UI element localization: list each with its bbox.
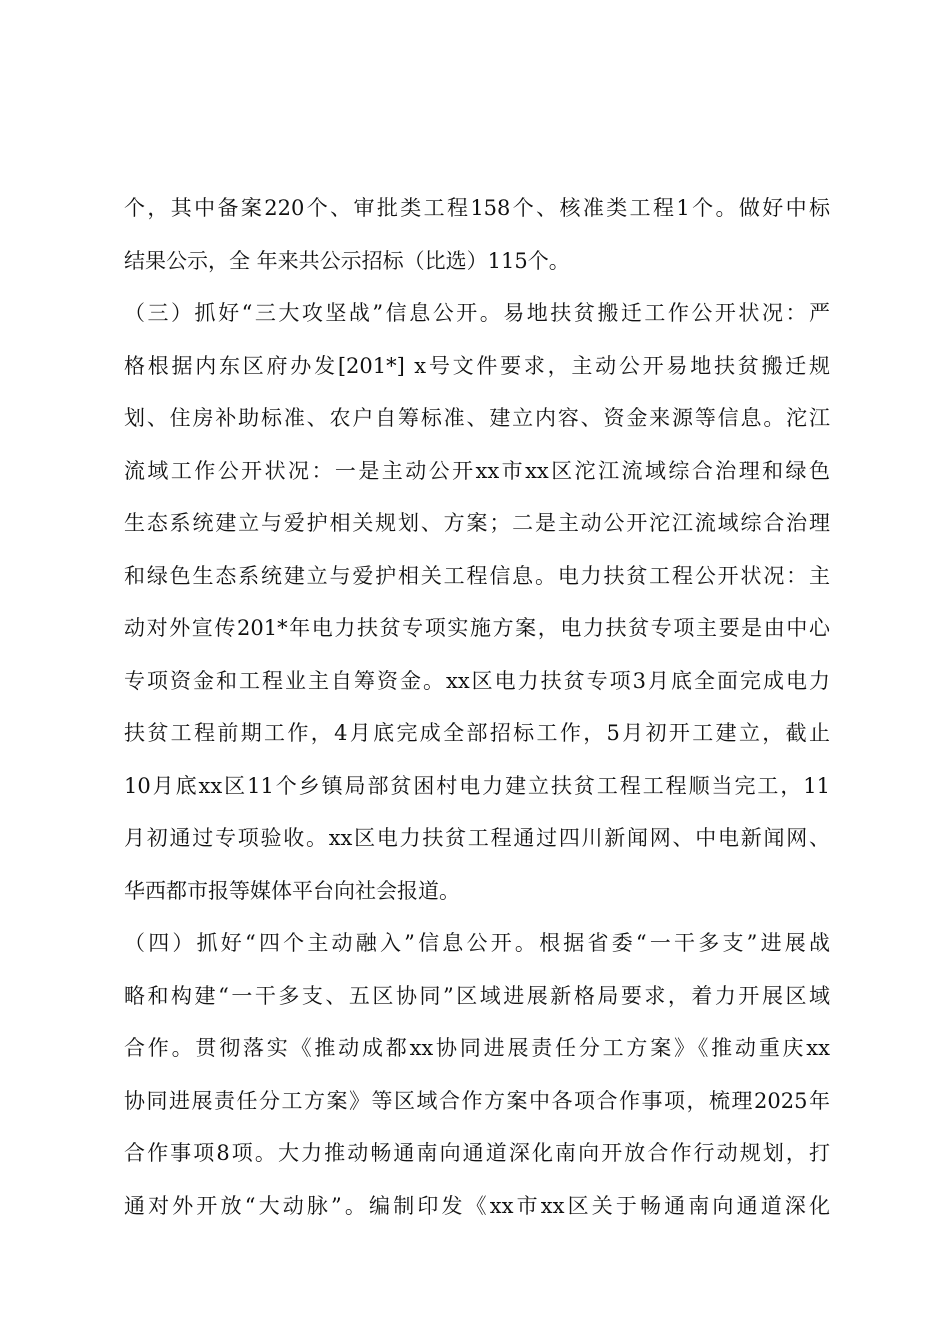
text-line: 结果公示，全 年来共公示招标（比选）115个。 xyxy=(124,248,570,273)
text-line: 协同进展责任分工方案》等区域合作方案中各项合作事项，梳理2025年 xyxy=(124,1088,830,1113)
text-line: 月初通过专项验收。xx区电力扶贫工程通过四川新闻网、中电新闻网、 xyxy=(124,826,830,850)
text-line: 划、住房补助标准、农户自筹标准、建立内容、资金来源等信息。沱江 xyxy=(124,406,830,430)
text-line: 通对外开放“大动脉”。编制印发《xx市xx区关于畅通南向通道深化 xyxy=(124,1193,830,1218)
text-line: 华西都市报等媒体平台向社会报道。 xyxy=(124,878,460,903)
text-line: 专项资金和工程业主自筹资金。xx区电力扶贫专项3月底全面完成电力 xyxy=(124,668,830,693)
text-line: 扶贫工程前期工作，4月底完成全部招标工作，5月初开工建立，截止 xyxy=(124,721,830,745)
text-line: 格根据内东区府办发[201*] x号文件要求，主动公开易地扶贫搬迁规 xyxy=(124,353,830,378)
text-line: （四）抓好“四个主动融入”信息公开。根据省委“一干多支”进展战 xyxy=(124,931,830,955)
body-text xyxy=(124,182,830,1232)
text-line: 和绿色生态系统建立与爱护相关工程信息。电力扶贫工程公开状况：主 xyxy=(124,563,830,588)
text-line: 合作。贯彻落实《推动成都xx协同进展责任分工方案》《推动重庆xx xyxy=(124,1036,830,1060)
text-line: （三）抓好“三大攻坚战”信息公开。易地扶贫搬迁工作公开状况：严 xyxy=(124,301,830,325)
text-line: 生态系统建立与爱护相关规划、方案；二是主动公开沱江流域综合治理 xyxy=(124,511,830,535)
text-line: 略和构建“一干多支、五区协同”区域进展新格局要求，着力开展区域 xyxy=(124,983,830,1008)
text-line: 动对外宣传201*年电力扶贫专项实施方案，电力扶贫专项主要是由中心 xyxy=(124,616,830,640)
text-line: 合作事项8项。大力推动畅通南向通道深化南向开放合作行动规划，打 xyxy=(124,1141,830,1165)
text-line: 个，其中备案220个、审批类工程158个、核准类工程1个。做好中标 xyxy=(124,196,830,220)
text-line: 流域工作公开状况：一是主动公开xx市xx区沱江流域综合治理和绿色 xyxy=(124,458,830,483)
text-line: 10月底xx区11个乡镇局部贫困村电力建立扶贫工程工程顺当完工，11 xyxy=(124,773,830,798)
